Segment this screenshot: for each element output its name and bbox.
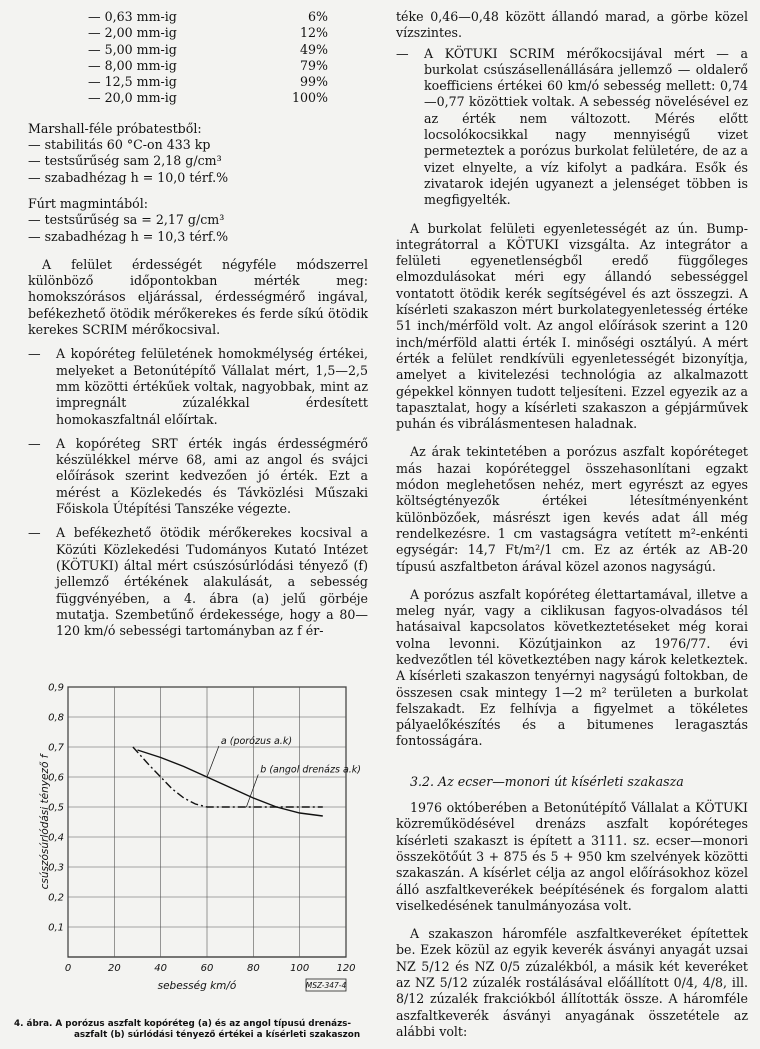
sieve-value: 100% (291, 90, 328, 106)
x-tick-label: 120 (336, 963, 356, 974)
series-leader-line (246, 775, 258, 808)
y-tick-label: 0,8 (48, 712, 64, 724)
bullet-fifth-wheel (28, 525, 368, 639)
left-column (14, 0, 368, 1040)
paragraph-1976: 1976 októberében a Betonútépítő Vállalat a KÖTUKI közreműködésével drenázs aszfalt kopóréteges kísérleti szakaszt is épített a 3111. sz. ecser—monori összekötőút 3 + 875 és 5 + 950 km szelvények közötti szakaszán. A kísérlet célja az angol előírásokhoz közel álló aszfaltkeverékek beépítésének és forgalom alatti viselkedésének tanulmányozása volt. (396, 800, 748, 913)
sieve-table (88, 9, 378, 107)
right-column (396, 0, 748, 1040)
paragraph-price: Az árak tekintetében a porózus aszfalt kopóréteget más hazai kopóréteggel összehasonlítani egzakt módon meglehetősen nehéz, mert egyrészt az egyes költségtényezők értékei létesítményenként különbözőek, másrészt igen kevés adat áll még rendelkezésre. 1 cm vastagságra vetített m²-enkénti egységár: 14,7 Ft/m²/1 cm. Ez az érték az AB-20 típusú aszfaltbeton árával közel azonos nagyságú. (396, 444, 748, 574)
bullet-text: A befékezhető ötödik mérőkerekes kocsival a Közúti Közlekedési Tudományos Kutató Intézet (KÖTUKI) által mért csúszósúrlódási tényező (f) jellemző értékének alakulását, a sebesség függvényében, a 4. ábra (a) jelű görbéje mutatja. Szembetűnő érdekessége, hogy a 80—120 km/ó sebességi tartományban az f ér- (56, 525, 368, 639)
dash-mark: — (28, 525, 41, 541)
paragraph-roughness: A felület érdességét négyféle módszerrel különböző időpontokban mérték meg: homokszórásos eljárással, érdességmérő ingával, befékezhető ötödik mérőkerekes és ferde síkú ötödik kerekes SCRIM mérőkocsival. (28, 256, 368, 338)
y-tick-label: 0,4 (48, 832, 64, 844)
sieve-value: 99% (300, 74, 328, 90)
paragraph-continuation: téke 0,46—0,48 között állandó marad, a görbe közel vízszintes. (396, 9, 748, 41)
sieve-label: — 8,00 mm-ig (88, 57, 177, 73)
section-heading: 3.2. Az ecser—monori út kísérleti szakasza (410, 773, 684, 789)
y-tick-label: 0,2 (48, 892, 64, 904)
figure-caption (14, 1019, 374, 1041)
marshall-item: — testsűrűség sam 2,18 g/cm³ (28, 153, 222, 169)
core-item: — szabadhézag h = 10,3 térf.% (28, 228, 229, 244)
core-item: — testsűrűség sa = 2,17 g/cm³ (28, 212, 225, 228)
bullet-sand-depth (28, 346, 368, 427)
marshall-item: — szabadhézag h = 10,0 térf.% (28, 169, 229, 185)
x-tick-label: 100 (290, 963, 310, 974)
y-tick-label: 0,5 (48, 802, 64, 814)
paragraph-mix: A szakaszon háromféle aszfaltkeveréket építettek be. Ezek közül az egyik keverék ásványi anyagát uzsai NZ 5/12 és NZ 0/5 zúzalékból, a másik két keveréket az NZ 5/12 zúzalék rostálásával előállított 0/4, 4/8, ill. 8/12 zúzalék frakciókból állították össze. A háromféle aszfaltkeverék ásványi anyagának összetétele az alábbi volt: (396, 926, 748, 1039)
sieve-label: — 20,0 mm-ig (88, 90, 177, 106)
x-tick-label: 40 (154, 963, 168, 974)
y-tick-label: 0,7 (48, 742, 64, 754)
sieve-row (88, 25, 378, 41)
y-axis-label: csúszósúrlódási tényező f (39, 754, 51, 890)
sieve-row (88, 9, 378, 25)
bullet-scrim (396, 46, 748, 209)
series-label: a (porózus a.k) (220, 736, 293, 747)
caption-line-1: 4. ábra. A porózus aszfalt kopóréteg (a) és az angol típusú drenázs- (14, 1019, 352, 1029)
series-leader-line (207, 746, 219, 777)
caption-line-2: aszfalt (b) súrlódási tényező értékei a kísérleti szakaszon (74, 1030, 361, 1040)
x-tick-label: 60 (200, 963, 214, 974)
dash-mark: — (396, 45, 409, 61)
x-tick-label: 80 (246, 963, 260, 974)
sieve-label: — 12,5 mm-ig (88, 74, 177, 90)
figure-4-chart (28, 675, 368, 1005)
sieve-label: — 0,63 mm-ig (88, 9, 177, 24)
x-tick-label: 0 (64, 963, 72, 974)
x-axis-label: sebesség km/ó (157, 980, 237, 992)
sieve-row (88, 42, 378, 58)
marshall-item: — stabilitás 60 °C-on 433 kp (28, 137, 211, 153)
sieve-value: 6% (308, 9, 328, 24)
bullet-text: A kopóréteg felületének homokmélység értékei, melyeket a Betonútépítő Vállalat mért, 1,5—2,5 mm közötti értékűek voltak, nagyobbak, mint az impregnált zúzalékkal érdesített homokaszfaltnál előírtak. (56, 346, 368, 427)
y-tick-label: 0,3 (48, 862, 64, 874)
figure-stamp: MSZ-347-4 (305, 981, 347, 990)
bullet-text: A kopóréteg SRT érték ingás érdességmérő készülékkel mérve 68, ami az angol és svájci előírások szerint kedvezően jó érték. Ezt a mérést a Közlekedés és Távközlési Műszaki Főiskola Útépítési Tanszéke végezte. (56, 435, 368, 517)
series-line-a (138, 750, 323, 816)
paragraph-lifetime: A porózus aszfalt kopóréteg élettartamával, illetve a meleg nyár, vagy a ciklikusan fagyos-olvadásos tél hatásaival kapcsolatos következtetéseket még korai volna levonni. Közútjainkon az 1976/77. évi kedvezőtlen tél következtében nagy károk keletkeztek. A kísérleti szakaszon tenyérnyi nagyságú foltokban, de összesen csak mintegy 1—2 m² területen a burkolat felszakadt. Ez felhívja a figyelmet a tökéletes pályaelőkészítés és a bitumenes leragasztás fontosságára. (396, 586, 748, 749)
paragraph-bump: A burkolat felületi egyenletességét az ún. Bump-integrátorral a KÖTUKI vizsgálta. Az integrátor a felületi egyenetlenségből eredő függőleges elmozdulásokat méri egy állandó sebességgel vontatott ötödik kerék segítségével és azt összegzi. A kísérleti szakaszon mért burkolategyenletesség értéke 51 inch/mérföld volt. Az angol előírások szerint a 120 inch/mérföld alatti érték I. minőségi osztályú. A mért érték a felület rendkívüli egyenletességét bizonyítja, amelyet a kivitelezési technológia az alkalmazott gépekkel könnyen tudott teljesíteni. Ezzel egyezik az a tapasztalat, hogy a kísérleti szakaszon a gépjárművek puhán és vibrálásmentesen haladnak. (396, 220, 748, 432)
y-tick-label: 0,6 (48, 772, 64, 784)
dash-mark: — (28, 435, 41, 451)
sieve-row (88, 74, 378, 90)
marshall-heading: Marshall-féle próbatestből: (28, 120, 202, 136)
core-heading: Fúrt magmintából: (28, 195, 149, 211)
bullet-srt (28, 436, 368, 517)
bullet-text: A KÖTUKI SCRIM mérőkocsijával mért — a burkolat csúszásellenállására jellemző — oldalerő koefficiens értékei 60 km/ó sebesség mellett: 0,74—0,77 közöttiek voltak. A sebesség növelésével ez az érték nem változott. Mérés előtt locsolókocsikkal nagy mennyiségű vizet permeteztek a porózus burkolat felületére, de az a vizet elnyelte, a víz kifolyt a padkára. Esők és zivatarok idején ugyanezt a jelenséget többen is megfigyelték. (424, 45, 748, 208)
dash-mark: — (28, 346, 41, 362)
x-tick-label: 20 (107, 963, 121, 974)
sieve-row (88, 90, 378, 106)
sieve-row (88, 58, 378, 74)
y-tick-label: 0,1 (48, 922, 64, 934)
sieve-value: 79% (300, 57, 328, 73)
sieve-value: 12% (300, 25, 328, 41)
y-tick-label: 0,9 (48, 682, 64, 694)
sieve-value: 49% (300, 41, 328, 57)
series-label: b (angol drenázs a.k) (260, 764, 362, 776)
sieve-label: — 2,00 mm-ig (88, 25, 177, 41)
sieve-label: — 5,00 mm-ig (88, 41, 177, 57)
